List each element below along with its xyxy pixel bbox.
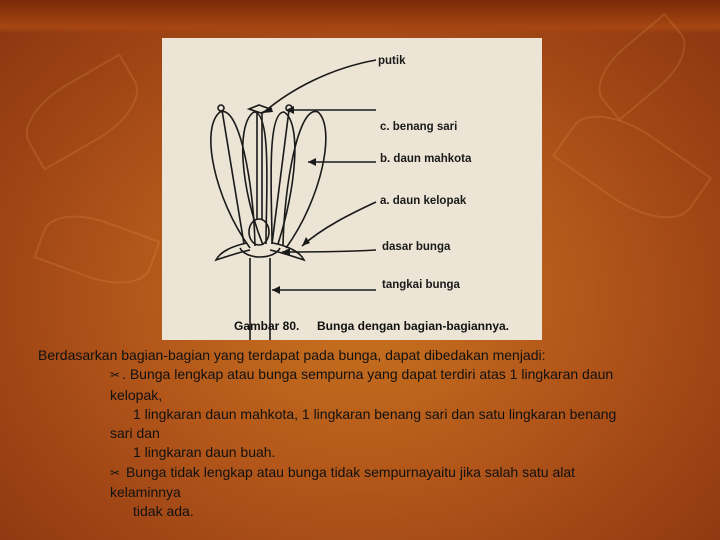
bullet-item-1 xyxy=(38,365,702,462)
label-dasar-bunga: dasar bunga xyxy=(382,241,451,253)
bullet-item-2 xyxy=(38,463,702,522)
label-tangkai-bunga: tangkai bunga xyxy=(382,279,460,291)
item1-line1: . Bunga lengkap atau bunga sempurna yang dapat terdiri atas 1 lingkaran daun xyxy=(122,366,614,383)
item2-line3: tidak ada. xyxy=(133,503,194,520)
item1-line2: kelopak, xyxy=(110,386,163,403)
body-text xyxy=(38,346,702,522)
intro-text: Berdasarkan bagian-bagian yang terdapat pada bunga, dapat dibedakan menjadi: xyxy=(38,347,546,363)
flower-diagram-svg xyxy=(162,38,542,340)
label-daun-mahkota: b. daun mahkota xyxy=(380,153,472,165)
leaf-decoration xyxy=(552,95,712,238)
label-daun-kelopak: a. daun kelopak xyxy=(380,195,467,207)
receptacle xyxy=(240,248,280,257)
item1-line3: 1 lingkaran daun mahkota, 1 lingkaran benang sari dan satu lingkaran benang xyxy=(133,405,617,422)
leaf-decoration xyxy=(33,202,160,296)
item1-line4: sari dan xyxy=(110,425,160,442)
leaf-decoration xyxy=(12,53,151,170)
bullet-icon: ✂ xyxy=(110,465,121,480)
bullet-icon: ✂ xyxy=(110,368,121,383)
petal xyxy=(283,111,326,248)
label-putik: putik xyxy=(378,55,406,67)
label-benang-sari: c. benang sari xyxy=(380,121,458,133)
flower-diagram xyxy=(162,38,542,340)
figure-caption-number: Gambar 80. xyxy=(234,319,300,333)
item2-line2: kelaminnya xyxy=(110,484,181,501)
item2-line1: Bunga tidak lengkap atau bunga tidak sempurnayaitu jika salah satu alat xyxy=(122,463,576,480)
stamen xyxy=(222,110,244,244)
figure-caption-text: Bunga dengan bagian-bagiannya. xyxy=(317,319,510,333)
sepal xyxy=(216,243,250,260)
header-band xyxy=(0,0,720,34)
item1-line5: 1 lingkaran daun buah. xyxy=(133,444,276,461)
